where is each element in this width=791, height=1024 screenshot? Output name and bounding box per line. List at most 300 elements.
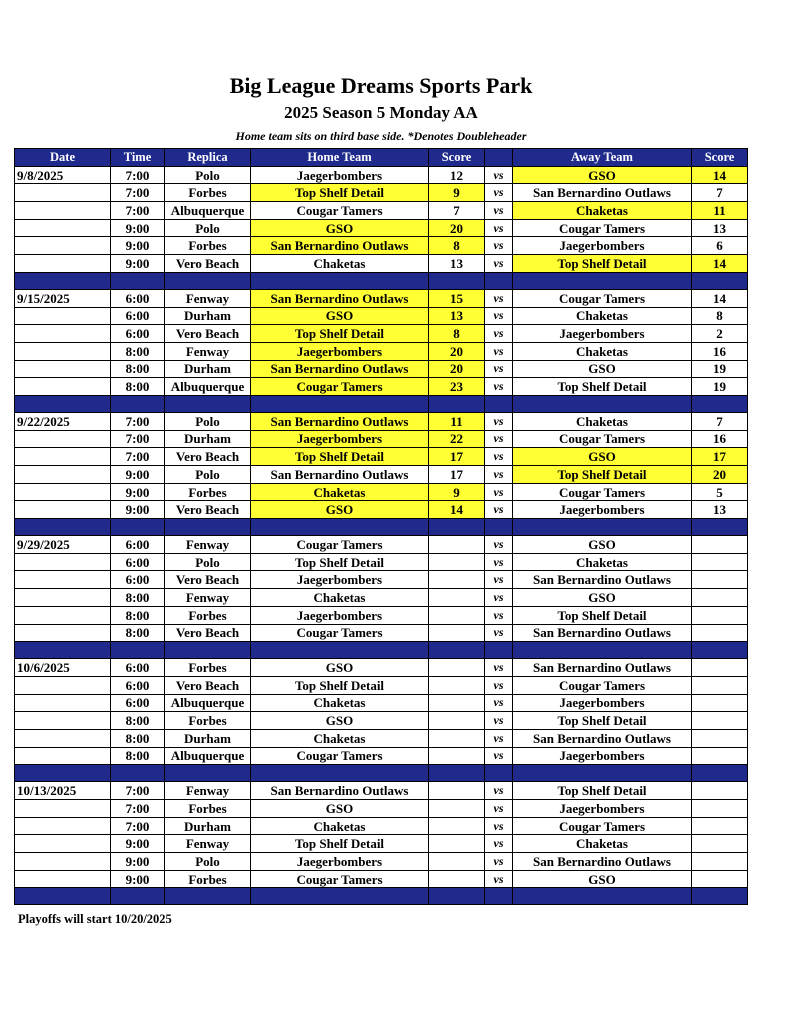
game-time: 8:00 — [111, 747, 165, 765]
game-time: 6:00 — [111, 553, 165, 571]
table-row — [15, 536, 748, 554]
vs-label: vs — [485, 870, 513, 888]
vs-label: vs — [485, 729, 513, 747]
separator-cell — [165, 642, 251, 659]
game-replica-field: Durham — [165, 307, 251, 325]
vs-label: vs — [485, 289, 513, 307]
table-row — [15, 782, 748, 800]
away-score: 20 — [692, 466, 748, 484]
away-team: San Bernardino Outlaws — [513, 571, 692, 589]
game-time: 7:00 — [111, 184, 165, 202]
home-score — [429, 553, 485, 571]
table-row — [15, 325, 748, 343]
home-score: 20 — [429, 360, 485, 378]
home-team: Chaketas — [251, 817, 429, 835]
home-score — [429, 606, 485, 624]
table-row — [15, 571, 748, 589]
table-row — [15, 430, 748, 448]
home-score: 15 — [429, 289, 485, 307]
vs-label: vs — [485, 483, 513, 501]
game-replica-field: Vero Beach — [165, 624, 251, 642]
away-team: Jaegerbombers — [513, 694, 692, 712]
away-team: Cougar Tamers — [513, 219, 692, 237]
away-score — [692, 589, 748, 607]
away-score: 16 — [692, 430, 748, 448]
home-team: Cougar Tamers — [251, 202, 429, 220]
table-row — [15, 219, 748, 237]
away-team: GSO — [513, 589, 692, 607]
game-date — [15, 184, 111, 202]
home-team: Cougar Tamers — [251, 378, 429, 396]
vs-label: vs — [485, 571, 513, 589]
game-replica-field: Forbes — [165, 184, 251, 202]
vs-label: vs — [485, 624, 513, 642]
table-row — [15, 501, 748, 519]
table-row — [15, 289, 748, 307]
game-date — [15, 378, 111, 396]
away-score: 11 — [692, 202, 748, 220]
game-date — [15, 342, 111, 360]
home-team: Jaegerbombers — [251, 606, 429, 624]
separator-cell — [485, 519, 513, 536]
game-replica-field: Albuquerque — [165, 202, 251, 220]
table-row — [15, 412, 748, 430]
away-team: Top Shelf Detail — [513, 782, 692, 800]
away-team: San Bernardino Outlaws — [513, 729, 692, 747]
vs-label: vs — [485, 342, 513, 360]
vs-label: vs — [485, 501, 513, 519]
separator-cell — [111, 765, 165, 782]
home-team: Top Shelf Detail — [251, 184, 429, 202]
vs-label: vs — [485, 466, 513, 484]
away-score — [692, 853, 748, 871]
separator-cell — [111, 395, 165, 412]
separator-cell — [165, 765, 251, 782]
home-team: Cougar Tamers — [251, 870, 429, 888]
separator-cell — [111, 888, 165, 905]
separator-cell — [251, 642, 429, 659]
game-date: 9/22/2025 — [15, 412, 111, 430]
vs-label: vs — [485, 430, 513, 448]
table-row — [15, 817, 748, 835]
vs-label: vs — [485, 606, 513, 624]
table-row — [15, 184, 748, 202]
vs-label: vs — [485, 166, 513, 184]
game-replica-field: Forbes — [165, 870, 251, 888]
game-time: 6:00 — [111, 289, 165, 307]
home-team: Jaegerbombers — [251, 571, 429, 589]
game-date — [15, 712, 111, 730]
separator-cell — [111, 519, 165, 536]
game-date — [15, 817, 111, 835]
home-team: Cougar Tamers — [251, 536, 429, 554]
home-score: 13 — [429, 307, 485, 325]
home-team: GSO — [251, 219, 429, 237]
away-team: Jaegerbombers — [513, 747, 692, 765]
home-team: Chaketas — [251, 694, 429, 712]
game-replica-field: Polo — [165, 412, 251, 430]
game-time: 7:00 — [111, 448, 165, 466]
away-score — [692, 817, 748, 835]
home-score: 12 — [429, 166, 485, 184]
table-row — [15, 342, 748, 360]
home-score: 20 — [429, 342, 485, 360]
vs-label: vs — [485, 325, 513, 343]
game-date — [15, 466, 111, 484]
home-team: GSO — [251, 307, 429, 325]
away-score — [692, 747, 748, 765]
game-time: 6:00 — [111, 694, 165, 712]
separator-cell — [15, 888, 111, 905]
separator-cell — [485, 272, 513, 289]
home-score: 9 — [429, 483, 485, 501]
separator-cell — [165, 395, 251, 412]
vs-label: vs — [485, 853, 513, 871]
home-score — [429, 870, 485, 888]
game-replica-field: Forbes — [165, 659, 251, 677]
game-time: 6:00 — [111, 307, 165, 325]
game-date — [15, 870, 111, 888]
game-time: 7:00 — [111, 202, 165, 220]
game-replica-field: Forbes — [165, 237, 251, 255]
game-date: 10/13/2025 — [15, 782, 111, 800]
separator-cell — [251, 765, 429, 782]
home-team: Jaegerbombers — [251, 853, 429, 871]
game-date — [15, 589, 111, 607]
home-team: Chaketas — [251, 589, 429, 607]
game-time: 7:00 — [111, 166, 165, 184]
separator-cell — [251, 519, 429, 536]
schedule-note: Home team sits on third base side. *Denotes Doubleheader — [235, 129, 527, 143]
away-team: Top Shelf Detail — [513, 712, 692, 730]
home-team: GSO — [251, 800, 429, 818]
col-header-home-score: Score — [429, 149, 485, 167]
game-date — [15, 307, 111, 325]
week-separator — [15, 272, 748, 289]
game-time: 8:00 — [111, 589, 165, 607]
home-team: San Bernardino Outlaws — [251, 412, 429, 430]
separator-cell — [692, 888, 748, 905]
away-score — [692, 676, 748, 694]
separator-cell — [485, 765, 513, 782]
game-time: 7:00 — [111, 782, 165, 800]
vs-label: vs — [485, 237, 513, 255]
away-team: Top Shelf Detail — [513, 378, 692, 396]
away-score — [692, 800, 748, 818]
away-score: 6 — [692, 237, 748, 255]
away-team: GSO — [513, 536, 692, 554]
game-date — [15, 624, 111, 642]
game-replica-field: Albuquerque — [165, 378, 251, 396]
separator-cell — [15, 272, 111, 289]
game-date: 9/29/2025 — [15, 536, 111, 554]
table-header-row — [15, 149, 748, 167]
table-row — [15, 835, 748, 853]
separator-cell — [692, 272, 748, 289]
week-separator — [15, 642, 748, 659]
game-date: 9/8/2025 — [15, 166, 111, 184]
table-row — [15, 589, 748, 607]
game-replica-field: Vero Beach — [165, 325, 251, 343]
vs-label: vs — [485, 219, 513, 237]
table-row — [15, 378, 748, 396]
vs-label: vs — [485, 747, 513, 765]
col-header-time: Time — [111, 149, 165, 167]
away-team: Cougar Tamers — [513, 289, 692, 307]
home-score — [429, 747, 485, 765]
game-time: 8:00 — [111, 378, 165, 396]
game-replica-field: Durham — [165, 360, 251, 378]
away-team: GSO — [513, 360, 692, 378]
away-score — [692, 694, 748, 712]
table-row — [15, 606, 748, 624]
game-replica-field: Fenway — [165, 536, 251, 554]
game-replica-field: Polo — [165, 166, 251, 184]
away-score — [692, 624, 748, 642]
home-score — [429, 589, 485, 607]
home-score — [429, 782, 485, 800]
away-score — [692, 553, 748, 571]
separator-cell — [513, 765, 692, 782]
table-row — [15, 553, 748, 571]
vs-label: vs — [485, 800, 513, 818]
home-score — [429, 817, 485, 835]
game-date — [15, 694, 111, 712]
game-date — [15, 676, 111, 694]
away-score — [692, 782, 748, 800]
separator-cell — [251, 395, 429, 412]
away-score: 5 — [692, 483, 748, 501]
schedule-table — [14, 148, 748, 905]
separator-cell — [692, 642, 748, 659]
separator-cell — [429, 272, 485, 289]
game-date — [15, 853, 111, 871]
game-date — [15, 553, 111, 571]
vs-label: vs — [485, 184, 513, 202]
separator-cell — [429, 888, 485, 905]
game-replica-field: Vero Beach — [165, 501, 251, 519]
away-team: Chaketas — [513, 342, 692, 360]
separator-cell — [165, 519, 251, 536]
game-date — [15, 571, 111, 589]
home-score — [429, 835, 485, 853]
home-score — [429, 712, 485, 730]
away-team: San Bernardino Outlaws — [513, 659, 692, 677]
week-separator — [15, 519, 748, 536]
separator-cell — [429, 642, 485, 659]
away-team: Chaketas — [513, 307, 692, 325]
col-header-vs — [485, 149, 513, 167]
home-score: 9 — [429, 184, 485, 202]
vs-label: vs — [485, 835, 513, 853]
game-replica-field: Durham — [165, 430, 251, 448]
separator-cell — [513, 888, 692, 905]
separator-cell — [15, 395, 111, 412]
game-time: 8:00 — [111, 729, 165, 747]
table-row — [15, 747, 748, 765]
away-score: 19 — [692, 360, 748, 378]
game-time: 8:00 — [111, 712, 165, 730]
game-time: 6:00 — [111, 676, 165, 694]
away-score: 8 — [692, 307, 748, 325]
home-team: Chaketas — [251, 483, 429, 501]
away-score: 14 — [692, 166, 748, 184]
away-score: 16 — [692, 342, 748, 360]
game-date — [15, 483, 111, 501]
home-team: San Bernardino Outlaws — [251, 466, 429, 484]
game-time: 9:00 — [111, 219, 165, 237]
home-score — [429, 694, 485, 712]
away-team: Jaegerbombers — [513, 237, 692, 255]
vs-label: vs — [485, 448, 513, 466]
home-score — [429, 624, 485, 642]
home-score: 17 — [429, 466, 485, 484]
away-team: Top Shelf Detail — [513, 255, 692, 273]
table-row — [15, 853, 748, 871]
game-date — [15, 255, 111, 273]
game-time: 7:00 — [111, 430, 165, 448]
home-team: Jaegerbombers — [251, 166, 429, 184]
away-score: 17 — [692, 448, 748, 466]
away-team: Chaketas — [513, 835, 692, 853]
game-time: 9:00 — [111, 501, 165, 519]
separator-cell — [15, 765, 111, 782]
game-time: 8:00 — [111, 360, 165, 378]
home-team: GSO — [251, 712, 429, 730]
away-team: Chaketas — [513, 412, 692, 430]
table-row — [15, 255, 748, 273]
game-replica-field: Durham — [165, 729, 251, 747]
game-replica-field: Forbes — [165, 712, 251, 730]
home-team: GSO — [251, 501, 429, 519]
game-time: 9:00 — [111, 870, 165, 888]
away-team: San Bernardino Outlaws — [513, 624, 692, 642]
vs-label: vs — [485, 412, 513, 430]
game-date — [15, 219, 111, 237]
table-row — [15, 729, 748, 747]
away-score: 2 — [692, 325, 748, 343]
home-team: Cougar Tamers — [251, 624, 429, 642]
table-row — [15, 659, 748, 677]
table-row — [15, 712, 748, 730]
home-team: Top Shelf Detail — [251, 325, 429, 343]
home-team: San Bernardino Outlaws — [251, 782, 429, 800]
game-time: 7:00 — [111, 817, 165, 835]
game-date — [15, 430, 111, 448]
home-team: GSO — [251, 659, 429, 677]
home-team: Jaegerbombers — [251, 430, 429, 448]
game-replica-field: Forbes — [165, 606, 251, 624]
game-date — [15, 360, 111, 378]
table-row — [15, 448, 748, 466]
away-team: GSO — [513, 448, 692, 466]
col-header-date: Date — [15, 149, 111, 167]
game-date — [15, 835, 111, 853]
separator-cell — [485, 888, 513, 905]
game-time: 9:00 — [111, 483, 165, 501]
home-score — [429, 571, 485, 589]
page-subtitle: 2025 Season 5 Monday AA — [284, 103, 478, 122]
home-team: Top Shelf Detail — [251, 448, 429, 466]
game-replica-field: Fenway — [165, 342, 251, 360]
week-separator — [15, 888, 748, 905]
game-replica-field: Albuquerque — [165, 747, 251, 765]
away-team: Top Shelf Detail — [513, 466, 692, 484]
away-score: 19 — [692, 378, 748, 396]
game-time: 8:00 — [111, 624, 165, 642]
away-team: Cougar Tamers — [513, 676, 692, 694]
game-replica-field: Fenway — [165, 289, 251, 307]
vs-label: vs — [485, 782, 513, 800]
vs-label: vs — [485, 817, 513, 835]
home-team: Chaketas — [251, 729, 429, 747]
home-team: San Bernardino Outlaws — [251, 360, 429, 378]
game-date — [15, 800, 111, 818]
away-score: 14 — [692, 255, 748, 273]
table-row — [15, 800, 748, 818]
game-time: 9:00 — [111, 835, 165, 853]
separator-cell — [513, 272, 692, 289]
game-replica-field: Vero Beach — [165, 255, 251, 273]
table-row — [15, 202, 748, 220]
separator-cell — [429, 765, 485, 782]
game-replica-field: Fenway — [165, 782, 251, 800]
separator-cell — [485, 642, 513, 659]
game-date: 9/15/2025 — [15, 289, 111, 307]
home-score: 23 — [429, 378, 485, 396]
table-row — [15, 466, 748, 484]
game-time: 7:00 — [111, 412, 165, 430]
separator-cell — [251, 888, 429, 905]
home-score — [429, 853, 485, 871]
away-score: 14 — [692, 289, 748, 307]
game-replica-field: Albuquerque — [165, 694, 251, 712]
home-score: 13 — [429, 255, 485, 273]
away-team: Jaegerbombers — [513, 325, 692, 343]
game-time: 8:00 — [111, 342, 165, 360]
separator-cell — [513, 519, 692, 536]
separator-cell — [165, 888, 251, 905]
home-score — [429, 676, 485, 694]
table-row — [15, 166, 748, 184]
game-date — [15, 202, 111, 220]
game-time: 9:00 — [111, 853, 165, 871]
game-date — [15, 325, 111, 343]
home-team: Top Shelf Detail — [251, 553, 429, 571]
separator-cell — [251, 272, 429, 289]
game-replica-field: Fenway — [165, 835, 251, 853]
table-row — [15, 483, 748, 501]
separator-cell — [429, 519, 485, 536]
vs-label: vs — [485, 202, 513, 220]
game-date: 10/6/2025 — [15, 659, 111, 677]
vs-label: vs — [485, 553, 513, 571]
separator-cell — [692, 395, 748, 412]
game-time: 8:00 — [111, 606, 165, 624]
home-score: 8 — [429, 325, 485, 343]
away-score — [692, 571, 748, 589]
separator-cell — [513, 642, 692, 659]
game-time: 6:00 — [111, 571, 165, 589]
table-row — [15, 870, 748, 888]
away-score — [692, 606, 748, 624]
table-row — [15, 624, 748, 642]
game-replica-field: Polo — [165, 553, 251, 571]
table-row — [15, 694, 748, 712]
game-time: 6:00 — [111, 536, 165, 554]
game-time: 9:00 — [111, 255, 165, 273]
away-score: 7 — [692, 412, 748, 430]
